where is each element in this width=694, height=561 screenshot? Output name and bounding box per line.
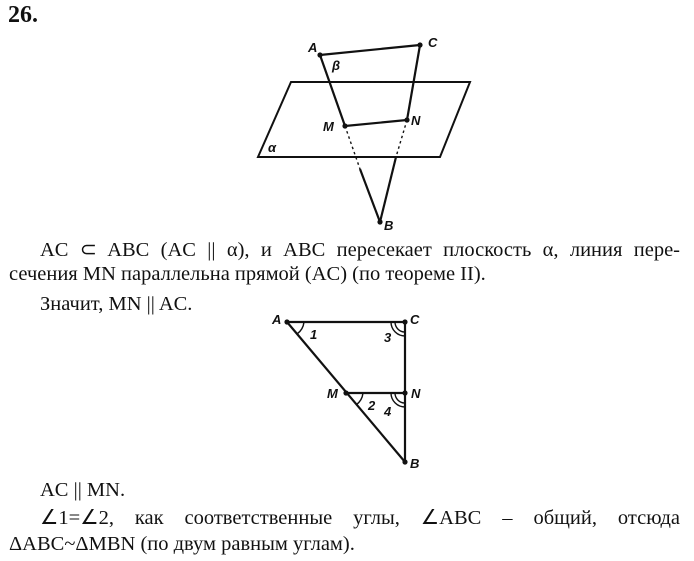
segment-mn [345, 120, 407, 126]
point-c [402, 319, 407, 324]
conclusion-line-2: ∠1=∠2, как соответственные углы, ∠ABC – общий, отсюда [40, 507, 680, 529]
point-b [377, 219, 382, 224]
label-m: M [327, 386, 338, 401]
label-n: N [411, 386, 421, 401]
angle-2-label: 2 [368, 398, 376, 413]
angle-2-arc [356, 393, 363, 405]
problem-number: 26. [8, 2, 38, 28]
point-c [417, 42, 422, 47]
plane-alpha [258, 82, 470, 157]
point-m [342, 123, 347, 128]
segment-hidden-nb [396, 120, 407, 157]
label-alpha: α [268, 140, 277, 155]
paragraph-2: Значит, MN || AC. [40, 293, 193, 315]
paragraph-1-line-2: сечения MN параллельна прямой (AC) (по теореме II). [9, 263, 486, 285]
figure-plane-triangle [0, 0, 694, 240]
label-m: M [323, 119, 334, 134]
angle-1-arc [297, 322, 304, 334]
conclusion-line-1: AC || MN. [40, 479, 126, 501]
angle-3-label: 3 [384, 330, 392, 345]
label-a: A [308, 40, 318, 55]
label-beta: β [332, 58, 341, 73]
label-b: B [410, 456, 420, 471]
label-c: C [428, 35, 438, 50]
segment-nb [380, 157, 396, 222]
label-a: A [272, 312, 282, 327]
paragraph-1-line-1: AC ⊂ ABC (AC || α), и ABC пересекает плоскость α, линия пере- [40, 239, 680, 261]
point-a [317, 52, 322, 57]
label-b: B [384, 218, 394, 233]
point-m [343, 390, 348, 395]
segment-hidden-mb [345, 126, 360, 169]
segment-ac [320, 45, 420, 55]
angle-1-label: 1 [310, 327, 318, 342]
angle-4-label: 4 [384, 404, 392, 419]
point-n [402, 390, 407, 395]
point-a [284, 319, 289, 324]
point-b [402, 459, 407, 464]
point-n [404, 117, 409, 122]
label-c: C [410, 312, 420, 327]
conclusion-line-3: ΔABC~ΔMBN (по двум равным углам). [9, 533, 355, 555]
figure-triangle-angles [0, 300, 694, 475]
label-n: N [411, 113, 421, 128]
segment-mb [360, 169, 380, 222]
